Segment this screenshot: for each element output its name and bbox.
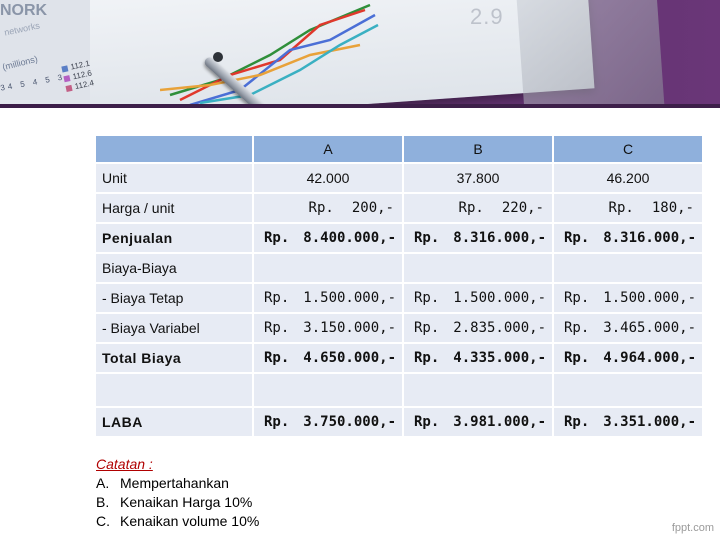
- table-row: [96, 284, 704, 314]
- value-cell: [554, 194, 704, 224]
- amount: 3.465.000,-: [603, 320, 696, 336]
- comparison-table: [96, 136, 704, 438]
- value-cell: 42.000: [254, 164, 404, 194]
- currency: Rp.: [564, 290, 590, 306]
- value-cell: [554, 374, 704, 408]
- value-cell: [254, 374, 404, 408]
- money-cell: [554, 350, 702, 366]
- value-cell: [254, 254, 404, 284]
- price-cell: [404, 200, 552, 216]
- banner-line-2: [180, 10, 365, 100]
- notes-block: [96, 455, 259, 531]
- amount: 8.316.000,-: [603, 230, 696, 246]
- row-label: Biaya-Biaya: [96, 254, 254, 284]
- banner-axis-ticks: 34 5 4 5 3: [0, 72, 66, 93]
- money-cell: [254, 230, 402, 246]
- currency: Rp.: [414, 320, 440, 336]
- value-cell: [404, 254, 554, 284]
- value-cell: 46.200: [554, 164, 704, 194]
- watermark: fppt.com: [671, 522, 714, 534]
- value-cell: [554, 344, 704, 374]
- value-cell: [554, 224, 704, 254]
- table-header-row: [96, 136, 704, 164]
- note-text: Kenaikan Harga 10%: [120, 494, 253, 510]
- note-text: Kenaikan volume 10%: [120, 513, 260, 529]
- notes-title: Catatan :: [96, 456, 153, 472]
- value-cell: [404, 408, 554, 438]
- note-item: [96, 512, 259, 531]
- note-letter: C.: [96, 513, 110, 529]
- amount: 3.351.000,-: [603, 414, 696, 430]
- money-cell: [254, 320, 402, 336]
- value-cell: [254, 314, 404, 344]
- money-cell: [554, 320, 702, 336]
- banner-doc-subword: networks: [3, 20, 41, 38]
- banner-number: 2.9: [470, 4, 504, 29]
- money-cell: [404, 414, 552, 430]
- money-cell: [404, 320, 552, 336]
- row-label: [96, 374, 254, 408]
- header-col-c: C: [554, 136, 704, 164]
- table-row: [96, 254, 704, 284]
- amount: 4.335.000,-: [453, 350, 546, 366]
- amount: 1.500.000,-: [603, 290, 696, 306]
- amount: 8.400.000,-: [303, 230, 396, 246]
- money-cell: [554, 290, 702, 306]
- table-row: [96, 314, 704, 344]
- header-col-a: A: [254, 136, 404, 164]
- table-row: [96, 224, 704, 254]
- value-cell: [404, 344, 554, 374]
- amount: 2.835.000,-: [453, 320, 546, 336]
- header-col-b: B: [404, 136, 554, 164]
- value-cell: 37.800: [404, 164, 554, 194]
- amount: 200,-: [351, 200, 394, 216]
- value-cell: [404, 194, 554, 224]
- amount: 1.500.000,-: [303, 290, 396, 306]
- money-cell: [254, 350, 402, 366]
- value-cell: [554, 314, 704, 344]
- table-row: [96, 344, 704, 374]
- table-row: [96, 194, 704, 224]
- legend-swatch: [65, 85, 72, 92]
- currency: Rp.: [564, 320, 590, 336]
- currency: Rp.: [564, 350, 590, 366]
- currency: Rp.: [264, 350, 290, 366]
- currency: Rp.: [458, 200, 484, 216]
- banner-doc-word: NORK: [0, 2, 48, 19]
- price-cell: [554, 200, 702, 216]
- currency: Rp.: [264, 320, 290, 336]
- value-cell: [404, 284, 554, 314]
- currency: Rp.: [308, 200, 334, 216]
- money-cell: [404, 290, 552, 306]
- money-cell: [554, 414, 702, 430]
- value-cell: [404, 314, 554, 344]
- row-label: Unit: [96, 164, 254, 194]
- note-text: Mempertahankan: [120, 475, 229, 491]
- banner-line-chart: [160, 0, 380, 105]
- value-cell: [254, 284, 404, 314]
- value-cell: [404, 224, 554, 254]
- row-label: - Biaya Variabel: [96, 314, 254, 344]
- money-cell: [254, 414, 402, 430]
- currency: Rp.: [264, 414, 290, 430]
- money-cell: [254, 290, 402, 306]
- note-item: [96, 474, 259, 493]
- legend-value: 112.6: [71, 68, 93, 82]
- currency: Rp.: [564, 414, 590, 430]
- banner-doc-millions: (millions): [1, 53, 39, 73]
- legend-swatch: [61, 65, 68, 72]
- currency: Rp.: [264, 230, 290, 246]
- row-label: Penjualan: [96, 224, 254, 254]
- amount: 4.964.000,-: [603, 350, 696, 366]
- amount: 180,-: [651, 200, 694, 216]
- money-cell: [404, 230, 552, 246]
- currency: Rp.: [564, 230, 590, 246]
- currency: Rp.: [264, 290, 290, 306]
- value-cell: [254, 408, 404, 438]
- banner-bottom-strip: [0, 104, 720, 108]
- row-label: Harga / unit: [96, 194, 254, 224]
- amount: 1.500.000,-: [453, 290, 546, 306]
- amount: 3.981.000,-: [453, 414, 546, 430]
- money-cell: [404, 350, 552, 366]
- legend-value: 112.4: [73, 78, 95, 92]
- amount: 220,-: [501, 200, 544, 216]
- note-letter: B.: [96, 494, 110, 510]
- amount: 3.150.000,-: [303, 320, 396, 336]
- table-row: [96, 374, 704, 408]
- currency: Rp.: [414, 290, 440, 306]
- header-banner: [0, 0, 720, 108]
- legend-value: 112.1: [69, 58, 91, 72]
- amount: 4.650.000,-: [303, 350, 396, 366]
- row-label: - Biaya Tetap: [96, 284, 254, 314]
- currency: Rp.: [414, 350, 440, 366]
- value-cell: [554, 254, 704, 284]
- row-label: Total Biaya: [96, 344, 254, 374]
- table-row: [96, 164, 704, 194]
- banner-paper-fold: [516, 0, 665, 108]
- currency: Rp.: [414, 230, 440, 246]
- value-cell: [554, 284, 704, 314]
- amount: 8.316.000,-: [453, 230, 546, 246]
- price-cell: [254, 200, 402, 216]
- row-label: LABA: [96, 408, 254, 438]
- pen-tip: [213, 52, 223, 62]
- value-cell: [254, 194, 404, 224]
- amount: 3.750.000,-: [303, 414, 396, 430]
- header-blank-cell: [96, 136, 254, 164]
- currency: Rp.: [414, 414, 440, 430]
- value-cell: [554, 408, 704, 438]
- currency: Rp.: [608, 200, 634, 216]
- note-letter: A.: [96, 475, 110, 491]
- value-cell: [254, 344, 404, 374]
- value-cell: [254, 224, 404, 254]
- note-item: [96, 493, 259, 512]
- value-cell: [404, 374, 554, 408]
- money-cell: [554, 230, 702, 246]
- table-row: [96, 408, 704, 438]
